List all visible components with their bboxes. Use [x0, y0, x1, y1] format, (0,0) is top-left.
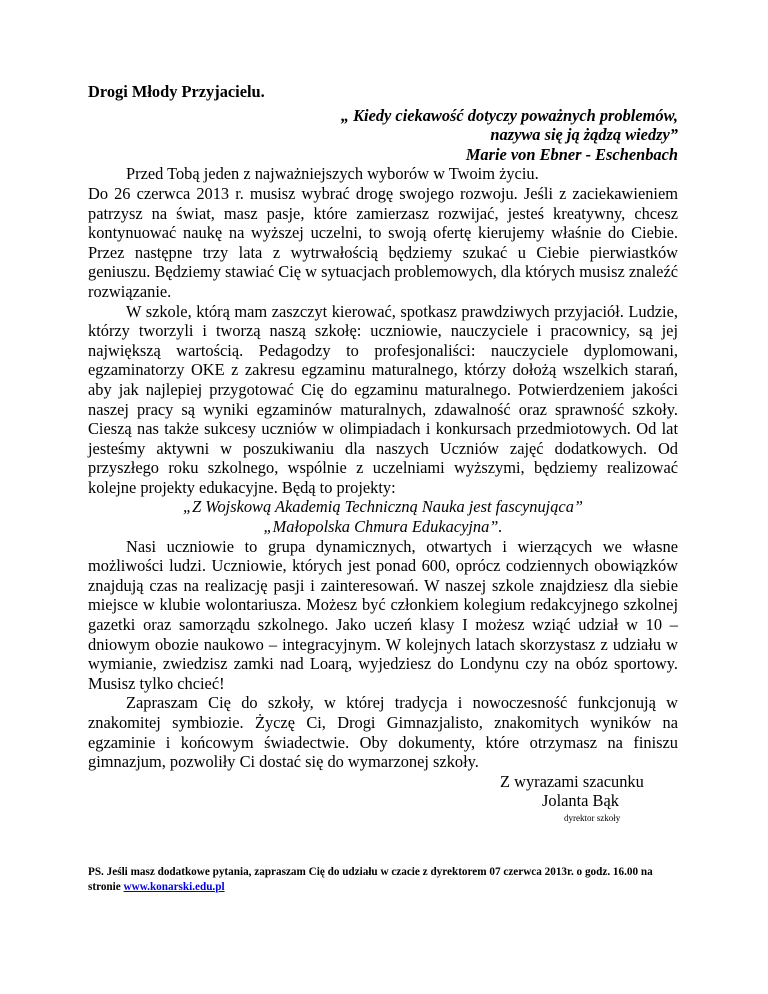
- paragraph-4: Nasi uczniowie to grupa dynamicznych, otwartych i wierzących we własne możliwości ludzi. Uczniowie, których jest ponad 600, oprócz codziennych obowiązków znajdują czas na realizację pasji i zainteresowań. W naszej szkole znajdziesz dla siebie miejsce w klubie wolontariusza. Możesz być członkiem kolegium redakcyjnego szkolnej gazetki oraz samorządu szkolnego. Jako uczeń klasy I możesz wziąć udział w 10 – dniowym obozie naukowo – integracyjnym. W kolejnych latach skorzystasz z udziału w wymianie, zwiedzisz zamki nad Loarą, wyjedziesz do Londynu czy na obóz sportowy. Musisz tylko chcieć!: [88, 536, 678, 693]
- postscript: [88, 865, 688, 895]
- letter-body: [88, 82, 678, 823]
- postscript-text: PS. Jeśli masz dodatkowe pytania, zapraszam Cię do udziału w czacie z dyrektorem 07 czerwca 2013r. o godz. 16.00 na stronie: [88, 866, 653, 893]
- paragraph-3: W szkole, którą mam zaszczyt kierować, spotkasz prawdziwych przyjaciół. Ludzie, którzy tworzyli i tworzą naszą szkołę: uczniowie, nauczyciele i pracownicy, są jej największą wartością. Pedagodzy to profesjonaliści: nauczyciele dyplomowani, egzaminatorzy OKE z zakresu egzaminu maturalnego, którzy dołożą wszelkich starań, aby jak najlepiej przygotować Cię do egzaminu maturalnego. Potwierdzeniem jakości naszej pracy są wyniki egzaminów maturalnych, zdawalność oraz sprawność szkoły. Cieszą nas także sukcesy uczniów w olimpiadach i konkursach przedmiotowych. Od lat jesteśmy aktywni w poszukiwaniu dla naszych Uczniów zajęć dodatkowych. Od przyszłego roku szkolnego, wspólnie z uczelniami wyższymi, będziemy realizować kolejne projekty edukacyjne. Będą to projekty:: [88, 301, 678, 497]
- signature-name: Jolanta Bąk: [542, 791, 619, 811]
- closing-block: [88, 772, 678, 823]
- paragraph-2: Do 26 czerwca 2013 r. musisz wybrać drogę swojego rozwoju. Jeśli z zaciekawieniem patrzysz na świat, masz pasje, które zamierzasz rozwijać, jesteś kreatywny, chcesz kontynuować naukę na wyższej uczelni, to swoją ofertę kierujemy właśnie do Ciebie. Przez następne trzy lata z wytrwałością będziemy szukać u Ciebie pierwiastków geniuszu. Będziemy stawiać Cię w sytuacjach problemowych, dla których musisz znaleźć rozwiązanie.: [88, 183, 678, 301]
- project-2: „Małopolska Chmura Edukacyjna”.: [263, 517, 503, 537]
- project-1: „Z Wojskową Akademią Techniczną Nauka jest fascynująca”: [182, 497, 584, 517]
- motto-line-1: „ Kiedy ciekawość dotyczy poważnych problemów,: [340, 105, 678, 125]
- closing-phrase: Z wyrazami szacunku: [500, 771, 644, 791]
- salutation: Drogi Młody Przyjacielu.: [88, 82, 265, 101]
- website-link[interactable]: www.konarski.edu.pl: [123, 881, 225, 893]
- paragraph-1: Przed Tobą jeden z najważniejszych wyborów w Twoim życiu.: [126, 164, 539, 184]
- paragraph-5: Zapraszam Cię do szkoły, w której tradycja i nowoczesność funkcjonują w znakomitej symbiozie. Życzę Ci, Drogi Gimnazjalisto, znakomitych wyników na egzaminie i końcowym świadectwie. Oby dokumenty, które otrzymasz na finiszu gimnazjum, pozwoliły Ci dostać się do wymarzonej szkoły.: [88, 693, 678, 772]
- motto-author: Marie von Ebner - Eschenbach: [465, 144, 678, 164]
- motto-line-2: nazywa się ją żądzą wiedzy”: [490, 125, 678, 145]
- signature-role: dyrektor szkoły: [564, 812, 621, 823]
